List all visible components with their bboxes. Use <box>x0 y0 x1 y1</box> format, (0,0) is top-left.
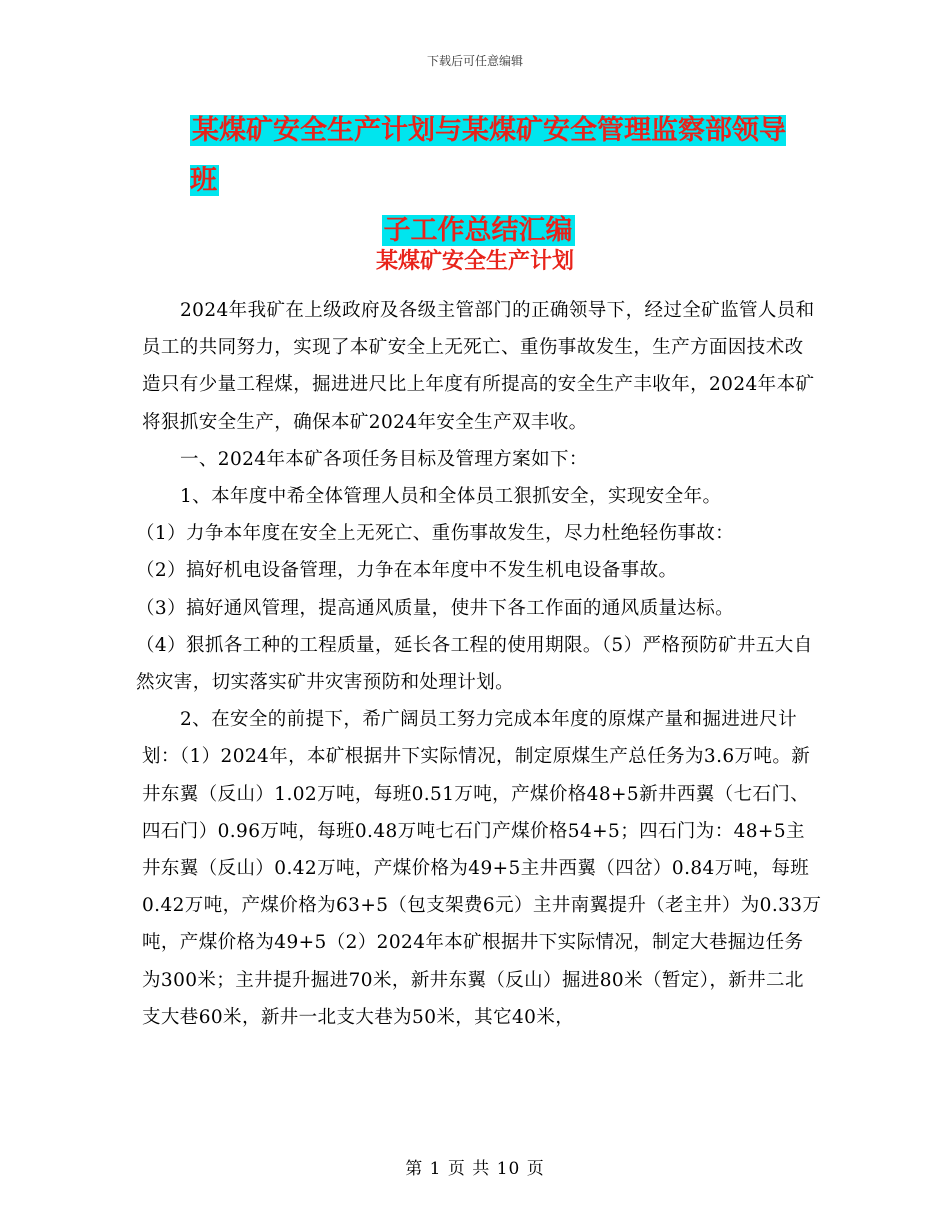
header-note: 下载后可任意编辑 <box>426 54 523 68</box>
paragraph-item-1: 1、本年度中希全体管理人员和全体员工狠抓安全，实现安全年。 <box>180 486 722 508</box>
paragraph-heading: 一、2024年本矿各项任务目标及管理方案如下： <box>180 448 588 470</box>
paragraph-sub-3: （3）搞好通风管理，提高通风质量，使井下各工作面的通风质量达标。 <box>136 597 735 619</box>
paragraph-intro: 2024年我矿在上级政府及各级主管部门的正确领导下，经过全矿监管人员和员工的共同努力，实现了本矿安全上无死亡、重伤事故发生，生产方面因技术改造只有少量工程煤，掘进进尺比上年度有所提高的安全生产丰收年，2024年本矿将狠抓安全生产，确保本矿2024年安全生产双丰收。 <box>142 300 815 433</box>
title-line-2: 子工作总结汇编 <box>383 215 573 246</box>
section-title: 某煤矿安全生产计划 <box>375 248 574 274</box>
title-line-1: 某煤矿安全生产计划与某煤矿安全管理监察部领导班 <box>190 115 786 196</box>
paragraph-sub-2: （2）搞好机电设备管理，力争在本年度中不发生机电设备事故。 <box>136 560 678 582</box>
document-body <box>136 292 822 1036</box>
paragraph-sub-4: （4）狠抓各工种的工程质量，延长各工程的使用期限。（5）严格预防矿井五大自然灾害，切实落实矿井灾害预防和处理计划。 <box>136 634 813 694</box>
paragraph-sub-1: （1）力争本年度在安全上无死亡、重伤事故发生，尽力杜绝轻伤事故： <box>136 523 735 545</box>
page-footer: 第 1 页 共 10 页 <box>405 1159 545 1179</box>
paragraph-item-2: 2、在安全的前提下，希广阔员工努力完成本年度的原煤产量和掘进进尺计划：（1）2024年，本矿根据井下实际情况，制定原煤生产总任务为3.6万吨。新井东翼（反山）1.02万吨，每班0.51万吨，产煤价格48+5新井西翼（七石门、四石门）0.96万吨，每班0.48万吨七石门产煤价格54+5；四石门为：48+5主井东翼（反山）0.42万吨，产煤价格为49+5主井西翼（四岔）0.84万吨，每班0.42万吨，产煤价格为63+5（包支架费6元）主井南翼提升（老主井）为0.33万吨，产煤价格为49+5（2）2024年本矿根据井下实际情况，制定大巷掘边任务为300米；主井提升掘进70米，新井东翼（反山）掘进80米（暂定），新井二北支大巷60米，新井一北支大巷为50米，其它40米， <box>142 709 822 1028</box>
document-title <box>190 106 810 256</box>
